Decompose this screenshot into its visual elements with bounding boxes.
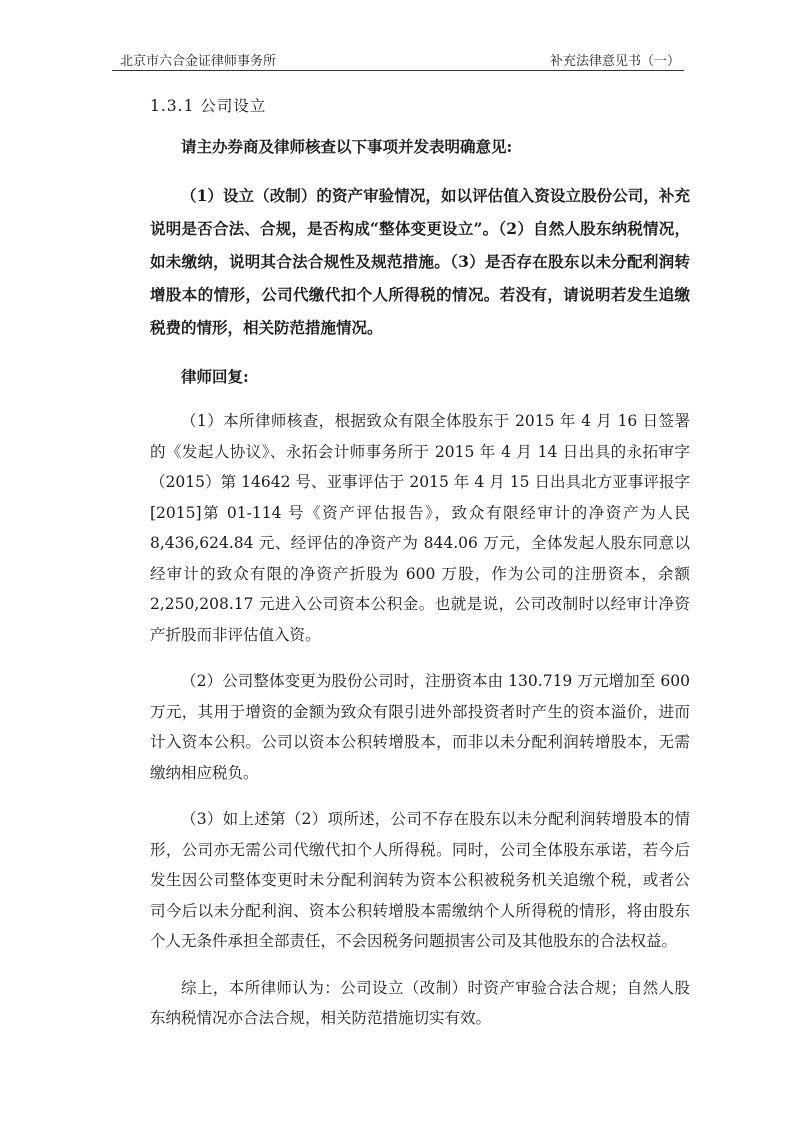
reply-paragraph-1: （1）本所律师核查，根据致众有限全体股东于 2015 年 4 月 16 日签署的《发起人协议》、永拓会计师事务所于 2015 年 4 月 14 日出具的永拓审字（2015）第 14642 号、亚事评估于 2015 年 4 月 15 日出具北方亚事评报字[2015]第 01-114 号《资产评估报告》，致众有限经审计的净资产为人民 8,436,624.84 元、经评估的净资产为 844.06 万元，全体发起人股东同意以经审计的致众有限的净资产折股为 600 万股，作为公司的注册资本，余额 2,250,208.17 元进入公司资本公积金。也就是说，公司改制时以经审计净资产折股而非评估值入资。 <box>150 412 690 644</box>
question-intro: 请主办券商及律师核查以下事项并发表明确意见: <box>181 137 513 156</box>
reply-conclusion: 综上，本所律师认为：公司设立（改制）时资产审验合法合规；自然人股东纳税情况亦合法合规，相关防范措施切实有效。 <box>150 978 690 1027</box>
section-title: 1.3.1 公司设立 <box>150 97 267 115</box>
header-firm-name: 北京市六合金证律师事务所 <box>120 54 277 69</box>
header-document-title: 补充法律意见书（一） <box>549 54 680 69</box>
reply-label: 律师回复: <box>181 367 249 386</box>
page-header <box>112 44 684 71</box>
reply-paragraph-3: （3）如上述第（2）项所述，公司不存在股东以未分配利润转增股本的情形，公司亦无需公司代缴代扣个人所得税。同时，公司全体股东承诺，若今后发生因公司整体变更时未分配利润转为资本公积被税务机关追缴个税，或者公司今后以未分配利润、资本公积转增股本需缴纳个人所得税的情形，将由股东个人无条件承担全部责任，不会因税务问题损害公司及其他股东的合法权益。 <box>150 810 690 950</box>
question-body: （1）设立（改制）的资产审验情况，如以评估值入资设立股份公司，补充说明是否合法、合规，是否构成“整体变更设立”。（2）自然人股东纳税情况，如未缴纳，说明其合法合规性及规范措施。（3）是否存在股东以未分配利润转增股本的情形，公司代缴代扣个人所得税的情况。若没有，请说明若发生追缴税费的情形，相关防范措施情况。 <box>150 186 690 337</box>
reply-paragraph-2: （2）公司整体变更为股份公司时，注册资本由 130.719 万元增加至 600 万元，其用于增资的金额为致众有限引进外部投资者时产生的资本溢价，进而计入资本公积。公司以资本公积转增股本，而非以未分配利润转增股本，无需缴纳相应税负。 <box>150 672 690 782</box>
document-body <box>150 90 690 1050</box>
